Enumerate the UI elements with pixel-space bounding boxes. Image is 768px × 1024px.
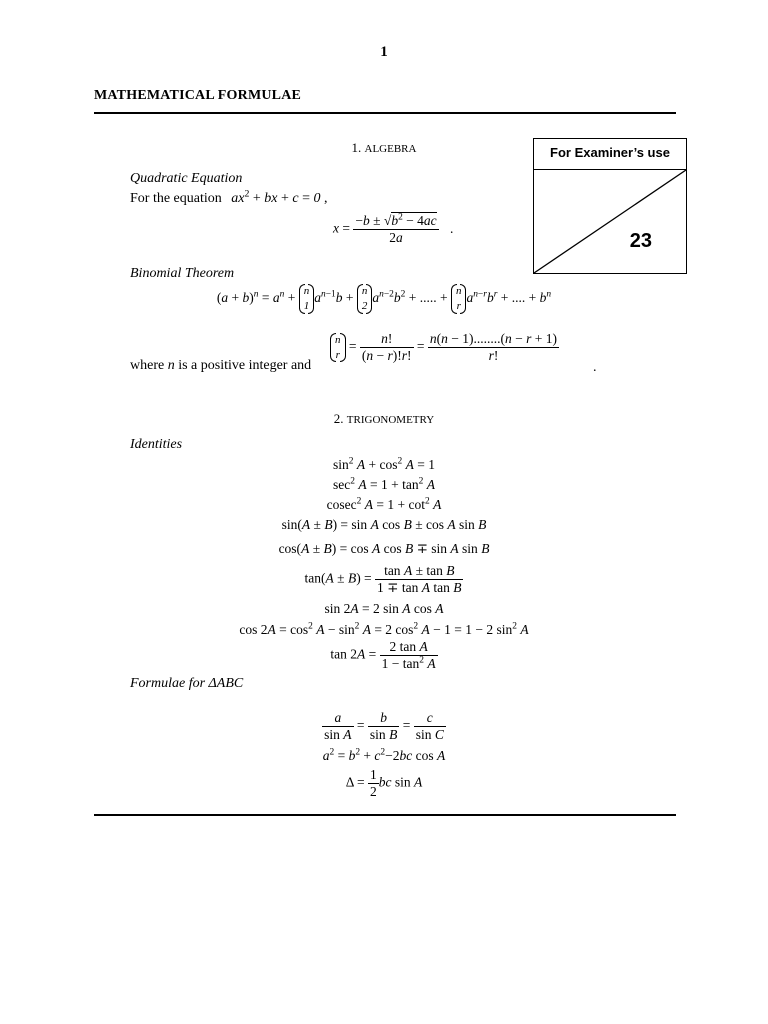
binomial-where-n: n <box>167 358 175 373</box>
quadratic-intro: For the equation <box>130 191 222 206</box>
identity-cosine-sum: cos(A ± B) = cos A cos B ∓ sin A sin B <box>278 541 490 556</box>
identity-tangent-double: tan 2A = $\frac{\text{2 tan A}}{1 - \tan^2 A}$ <box>330 639 436 671</box>
algebra-section-number: 1. <box>351 140 362 155</box>
binomial-expansion: $(a + b)^n = a^n$ + n 1 $a^{n-1}b$ + n 2 $a^{n-2}b^2$ + ..... + n r $a^{n-r}b^r$ + .... + $b^n$ <box>216 285 552 312</box>
identity-pythagorean: $\sin^2 A + \cos^2 A = 1$ <box>333 456 435 472</box>
examiner-box-diagonal <box>534 170 686 273</box>
binomial-coefficient: n r = $\frac{n!}{(n - r)!r!}$ = $\frac{n(n - 1)........(n - r + 1)}{r!}$ <box>330 331 610 364</box>
identity-sine-double: sin 2A = 2 sin A cos A <box>324 601 444 616</box>
identities-subheading: Identities <box>130 437 183 452</box>
triangle-area: Δ = $\frac{1}{2}$ bc sin A <box>345 767 423 799</box>
identity-sine-sum: sin(A ± B) = sin A cos B ± cos A sin B <box>281 517 487 532</box>
page-number: 1 <box>380 44 388 60</box>
identity-cosecant: cosec$^2$ $A = 1 + \cot^2 A$ <box>326 496 442 512</box>
cosine-rule: $a^2 = b^2 + c^2-2bc$ cos A <box>322 747 446 763</box>
examiner-use-box <box>533 138 687 274</box>
binomial-subheading: Binomial Theorem <box>130 266 235 281</box>
quadratic-solution: x = $\frac{-b \pm √b^2 - 4ac}{2a}$ . <box>333 212 454 245</box>
quadratic-equation: $ax^2$ + bx + c = 0 , <box>231 188 328 206</box>
trig-section-number: 2. <box>333 411 344 426</box>
triangle-subheading: Formulae for ΔABC <box>130 676 244 691</box>
quadratic-subheading: Quadratic Equation <box>130 171 243 186</box>
trigonometry-heading <box>0 411 768 427</box>
identity-tangent-sum: tan(A ± B) = $\frac{\text{tan A ± tan B}}{\text{1 ∓ tan A tan B}}$ <box>304 563 462 595</box>
identity-cosine-double: $\cos 2A = \cos^2 A - \sin^2 A = 2$ $\cos^2 A - 1 = 1 - 2$ $\sin^2 A$ <box>239 621 529 637</box>
binomial-period: . <box>593 360 597 375</box>
sine-rule: $\frac{a}{\text{sin A}}$ = $\frac{b}{\text{sin B}}$ = $\frac{c}{\text{sin C}}$ <box>324 710 444 742</box>
algebra-section-title: ALGEBRA <box>364 143 417 155</box>
trig-section-title: TRIGONOMETRY <box>346 414 435 426</box>
binomial-where-text: where <box>130 358 165 373</box>
binomial-where-line <box>130 358 311 374</box>
identity-secant: $\sec^2 A = 1 + \tan^2 A$ <box>333 476 435 492</box>
examiner-box-label: For Examiner’s use <box>534 139 686 170</box>
examiner-score: 23 <box>629 230 652 252</box>
algebra-heading <box>0 140 768 156</box>
top-divider <box>94 112 676 114</box>
binomial-where-rest: is a positive integer and <box>178 358 312 373</box>
quadratic-intro-line <box>130 188 328 207</box>
bottom-divider <box>94 814 676 816</box>
document-title: MATHEMATICAL FORMULAE <box>94 88 302 103</box>
